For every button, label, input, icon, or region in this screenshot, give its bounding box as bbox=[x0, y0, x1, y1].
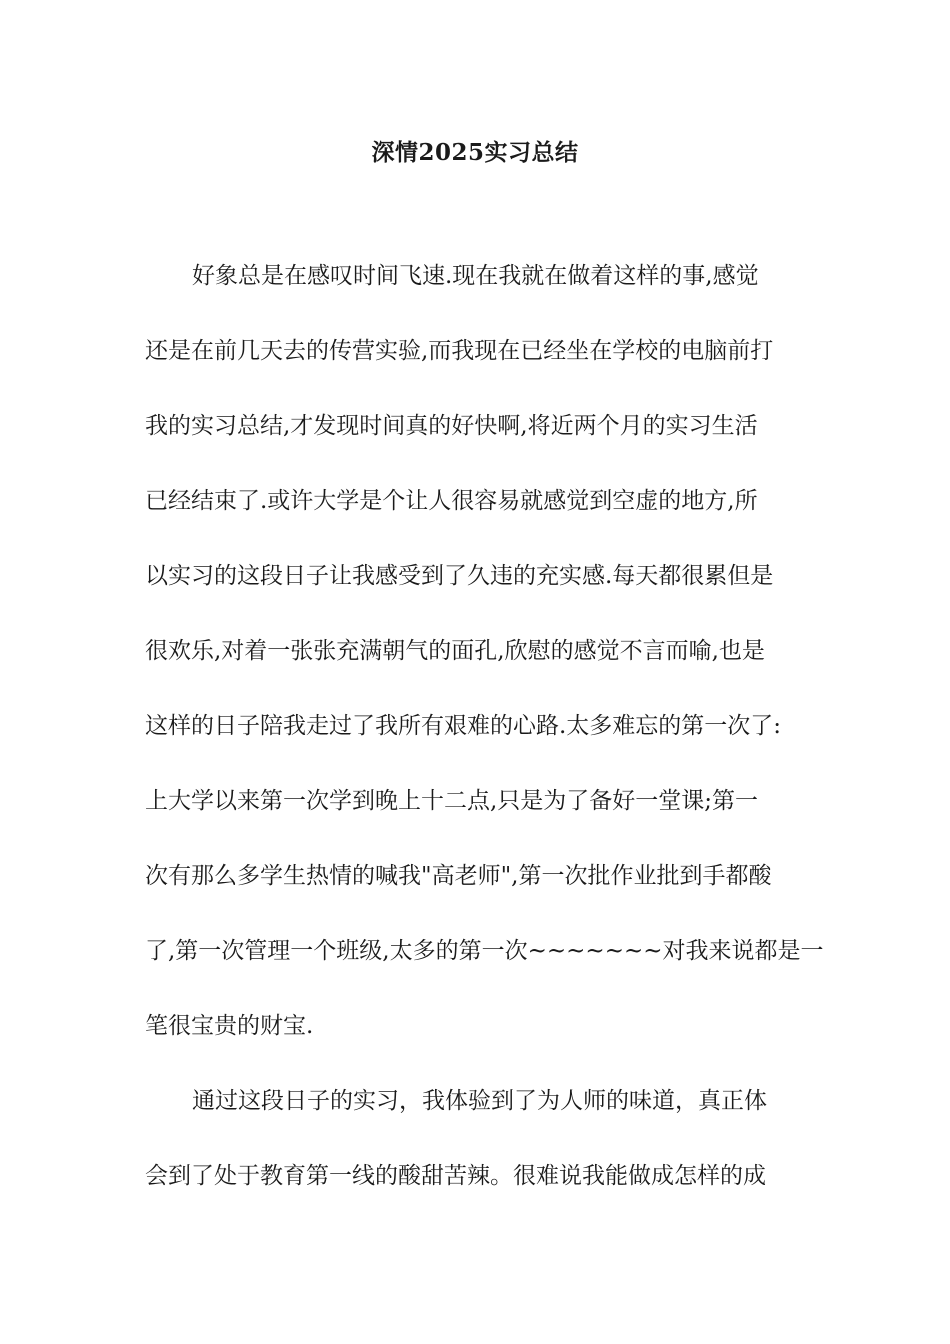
text-line: 通过这段日子的实习，我体验到了为人师的味道，真正体 bbox=[192, 1088, 767, 1114]
text-line: 我的实习总结,才发现时间真的好快啊,将近两个月的实习生活 bbox=[145, 413, 758, 439]
document-body bbox=[145, 254, 824, 1229]
text-line: 上大学以来第一次学到晚上十二点,只是为了备好一堂课;第一 bbox=[145, 788, 759, 814]
text-line: 了,第一次管理一个班级,太多的第一次~~~~~~~对我来说都是一 bbox=[145, 938, 824, 964]
text-line: 还是在前几天去的传营实验,而我现在已经坐在学校的电脑前打 bbox=[145, 338, 774, 364]
text-line: 以实习的这段日子让我感受到了久违的充实感.每天都很累但是 bbox=[145, 563, 774, 589]
text-line: 会到了处于教育第一线的酸甜苦辣。很难说我能做成怎样的成 bbox=[145, 1163, 766, 1189]
text-line: 已经结束了.或许大学是个让人很容易就感觉到空虚的地方,所 bbox=[145, 488, 758, 514]
text-line: 次有那么多学生热情的喊我"高老师",第一次批作业批到手都酸 bbox=[145, 863, 772, 889]
paragraph-2 bbox=[145, 1079, 810, 1229]
text-line: 好象总是在感叹时间飞速.现在我就在做着这样的事,感觉 bbox=[192, 263, 759, 289]
paragraph-1 bbox=[145, 254, 824, 1079]
text-line: 笔很宝贵的财宝. bbox=[145, 1013, 314, 1039]
page-title: 深情2025实习总结 bbox=[371, 139, 579, 166]
text-line: 很欢乐,对着一张张充满朝气的面孔,欣慰的感觉不言而喻,也是 bbox=[145, 638, 765, 664]
text-line: 这样的日子陪我走过了我所有艰难的心路.太多难忘的第一次了: bbox=[145, 713, 782, 739]
